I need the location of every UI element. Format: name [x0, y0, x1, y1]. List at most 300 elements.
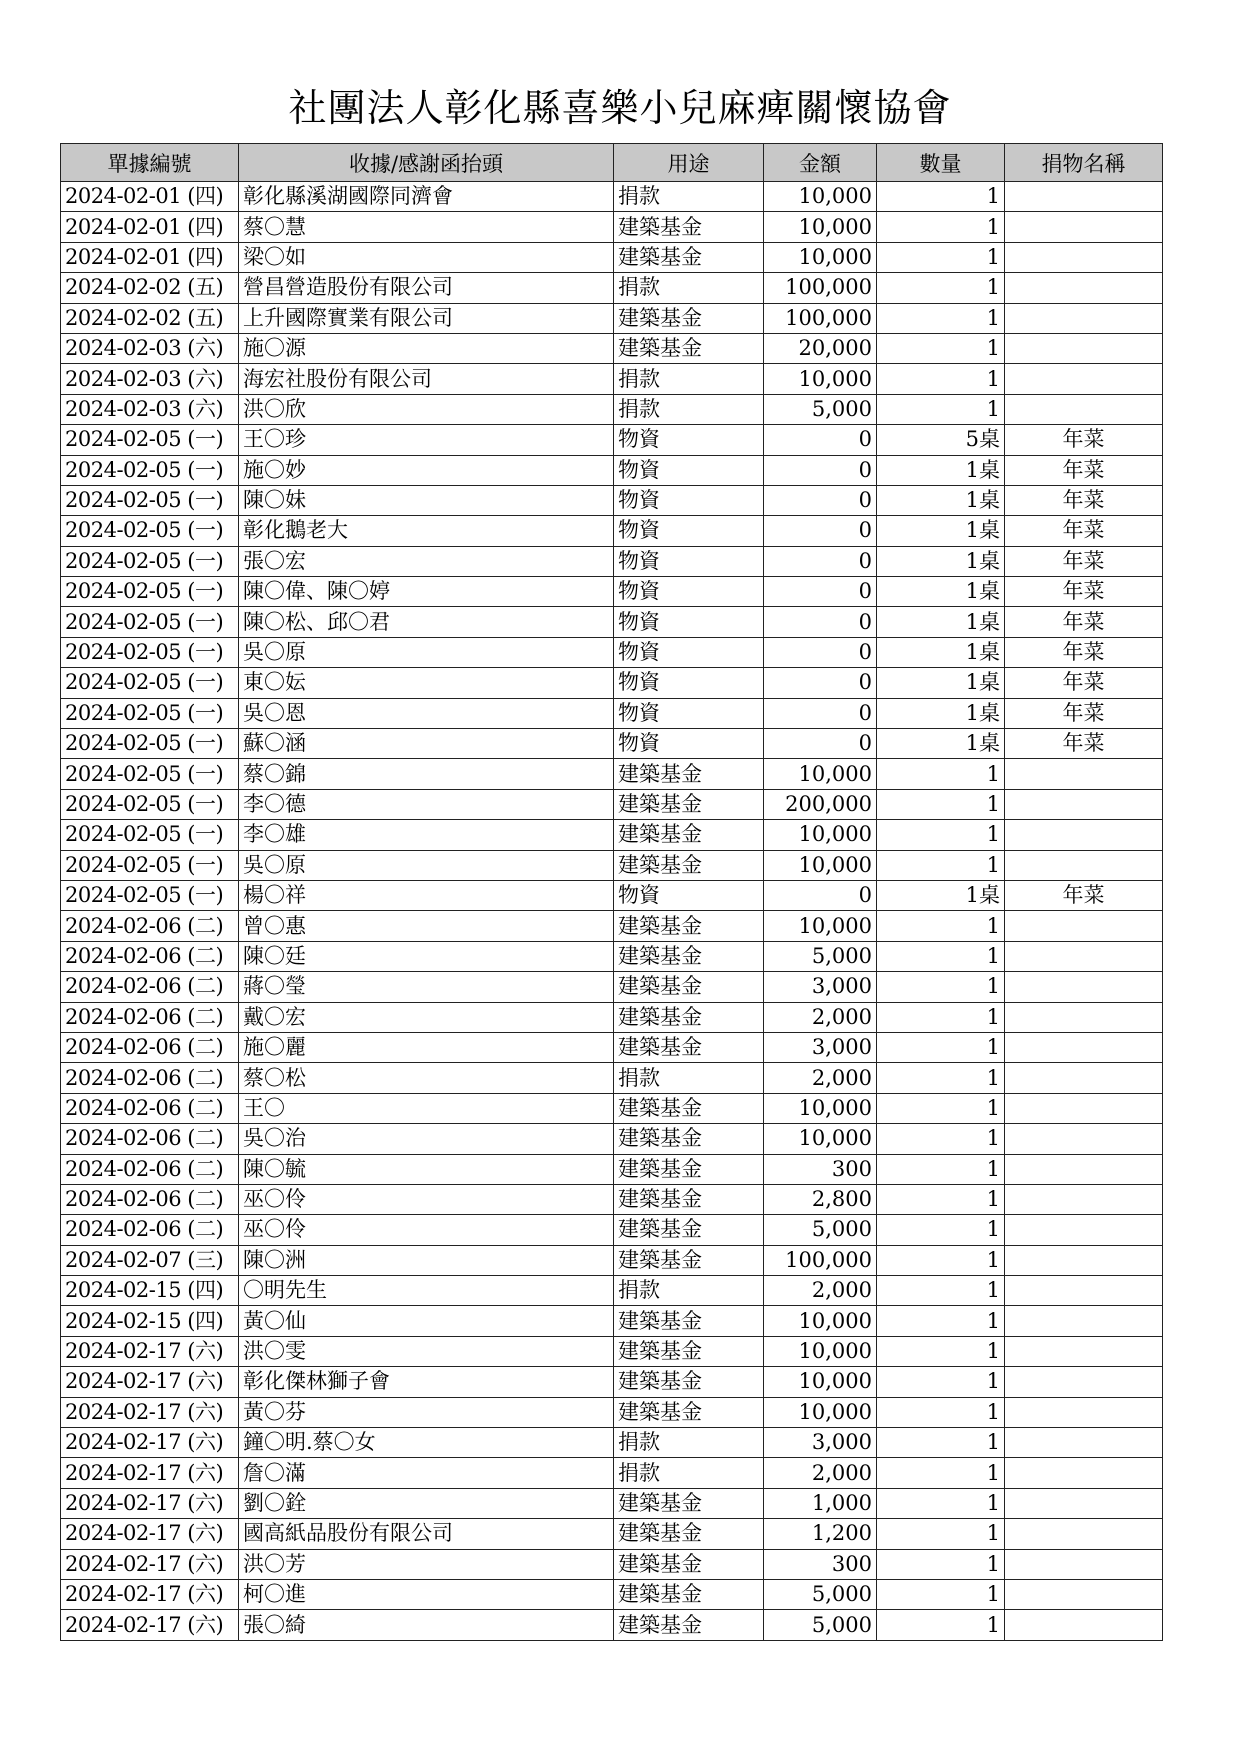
date-cell: 2024-02-06 (二) [61, 911, 239, 941]
name-cell: 海宏社股份有限公司 [239, 364, 614, 394]
item-cell [1005, 1458, 1163, 1488]
item-cell [1005, 1336, 1163, 1366]
table-row [61, 333, 1163, 363]
table-row [61, 1093, 1163, 1123]
qty-cell: 1 [877, 1428, 1005, 1458]
name-cell: 蔡〇錦 [239, 759, 614, 789]
qty-cell: 1桌 [877, 485, 1005, 515]
date-cell: 2024-02-17 (六) [61, 1428, 239, 1458]
table-row [61, 607, 1163, 637]
table-row [61, 1032, 1163, 1062]
item-cell [1005, 394, 1163, 424]
item-cell [1005, 1063, 1163, 1093]
table-row [61, 820, 1163, 850]
qty-cell: 1 [877, 1458, 1005, 1488]
use-cell: 物資 [614, 880, 764, 910]
use-cell: 建築基金 [614, 1093, 764, 1123]
name-cell: 曾〇惠 [239, 911, 614, 941]
date-cell: 2024-02-06 (二) [61, 1063, 239, 1093]
amount-cell: 10,000 [764, 1093, 877, 1123]
qty-cell: 1桌 [877, 729, 1005, 759]
name-cell: 吳〇恩 [239, 698, 614, 728]
amount-cell: 2,800 [764, 1184, 877, 1214]
use-cell: 物資 [614, 729, 764, 759]
date-cell: 2024-02-05 (一) [61, 789, 239, 819]
name-cell: 陳〇毓 [239, 1154, 614, 1184]
table-row [61, 303, 1163, 333]
qty-cell: 1 [877, 911, 1005, 941]
header-amount: 金額 [764, 144, 877, 182]
name-cell: 張〇綺 [239, 1610, 614, 1640]
date-cell: 2024-02-06 (二) [61, 1002, 239, 1032]
item-cell [1005, 972, 1163, 1002]
qty-cell: 1 [877, 182, 1005, 212]
name-cell: 楊〇祥 [239, 880, 614, 910]
amount-cell: 1,000 [764, 1488, 877, 1518]
qty-cell: 1 [877, 303, 1005, 333]
table-row [61, 637, 1163, 667]
name-cell: 彰化縣溪湖國際同濟會 [239, 182, 614, 212]
date-cell: 2024-02-17 (六) [61, 1336, 239, 1366]
table-header [61, 144, 1163, 182]
table-row [61, 911, 1163, 941]
qty-cell: 1 [877, 1276, 1005, 1306]
amount-cell: 2,000 [764, 1276, 877, 1306]
use-cell: 捐款 [614, 1276, 764, 1306]
date-cell: 2024-02-06 (二) [61, 941, 239, 971]
name-cell: 營昌營造股份有限公司 [239, 273, 614, 303]
date-cell: 2024-02-06 (二) [61, 1154, 239, 1184]
table-row [61, 1397, 1163, 1427]
item-cell: 年菜 [1005, 637, 1163, 667]
table-row [61, 242, 1163, 272]
date-cell: 2024-02-05 (一) [61, 668, 239, 698]
item-cell [1005, 941, 1163, 971]
amount-cell: 0 [764, 516, 877, 546]
date-cell: 2024-02-15 (四) [61, 1306, 239, 1336]
use-cell: 建築基金 [614, 1367, 764, 1397]
table-row [61, 1519, 1163, 1549]
qty-cell: 1 [877, 1245, 1005, 1275]
table-row [61, 1306, 1163, 1336]
name-cell: 吳〇治 [239, 1124, 614, 1154]
amount-cell: 0 [764, 880, 877, 910]
qty-cell: 5桌 [877, 425, 1005, 455]
item-cell [1005, 1245, 1163, 1275]
item-cell: 年菜 [1005, 607, 1163, 637]
amount-cell: 5,000 [764, 1579, 877, 1609]
use-cell: 建築基金 [614, 1124, 764, 1154]
qty-cell: 1 [877, 1336, 1005, 1366]
qty-cell: 1桌 [877, 516, 1005, 546]
name-cell: 鐘〇明.蔡〇女 [239, 1428, 614, 1458]
qty-cell: 1桌 [877, 880, 1005, 910]
date-cell: 2024-02-03 (六) [61, 364, 239, 394]
use-cell: 建築基金 [614, 941, 764, 971]
use-cell: 捐款 [614, 1428, 764, 1458]
use-cell: 物資 [614, 698, 764, 728]
amount-cell: 10,000 [764, 1397, 877, 1427]
item-cell [1005, 273, 1163, 303]
item-cell [1005, 182, 1163, 212]
qty-cell: 1 [877, 1519, 1005, 1549]
amount-cell: 0 [764, 546, 877, 576]
item-cell: 年菜 [1005, 425, 1163, 455]
table-row [61, 273, 1163, 303]
qty-cell: 1 [877, 1093, 1005, 1123]
table-row [61, 759, 1163, 789]
use-cell: 建築基金 [614, 1579, 764, 1609]
item-cell [1005, 1579, 1163, 1609]
page-title: 社團法人彰化縣喜樂小兒麻痺關懷協會 [288, 86, 952, 130]
item-cell [1005, 759, 1163, 789]
header-qty: 數量 [877, 144, 1005, 182]
qty-cell: 1 [877, 273, 1005, 303]
date-cell: 2024-02-03 (六) [61, 394, 239, 424]
name-cell: 陳〇洲 [239, 1245, 614, 1275]
amount-cell: 0 [764, 729, 877, 759]
date-cell: 2024-02-17 (六) [61, 1397, 239, 1427]
qty-cell: 1 [877, 1063, 1005, 1093]
date-cell: 2024-02-05 (一) [61, 546, 239, 576]
table-row [61, 1610, 1163, 1640]
qty-cell: 1 [877, 759, 1005, 789]
name-cell: 陳〇偉、陳〇婷 [239, 577, 614, 607]
header-row [61, 144, 1163, 182]
name-cell: 蘇〇涵 [239, 729, 614, 759]
table-row [61, 1428, 1163, 1458]
qty-cell: 1 [877, 850, 1005, 880]
item-cell: 年菜 [1005, 455, 1163, 485]
item-cell [1005, 1093, 1163, 1123]
date-cell: 2024-02-06 (二) [61, 1093, 239, 1123]
amount-cell: 0 [764, 668, 877, 698]
use-cell: 建築基金 [614, 1215, 764, 1245]
qty-cell: 1 [877, 1032, 1005, 1062]
name-cell: 詹〇滿 [239, 1458, 614, 1488]
item-cell: 年菜 [1005, 485, 1163, 515]
use-cell: 捐款 [614, 1458, 764, 1488]
item-cell [1005, 850, 1163, 880]
use-cell: 建築基金 [614, 1245, 764, 1275]
use-cell: 物資 [614, 607, 764, 637]
use-cell: 捐款 [614, 364, 764, 394]
item-cell [1005, 1367, 1163, 1397]
name-cell: 陳〇廷 [239, 941, 614, 971]
qty-cell: 1 [877, 1610, 1005, 1640]
amount-cell: 5,000 [764, 1610, 877, 1640]
table-row [61, 1276, 1163, 1306]
use-cell: 建築基金 [614, 1306, 764, 1336]
amount-cell: 0 [764, 607, 877, 637]
qty-cell: 1桌 [877, 668, 1005, 698]
use-cell: 建築基金 [614, 1488, 764, 1518]
item-cell: 年菜 [1005, 698, 1163, 728]
table-row [61, 364, 1163, 394]
table-body [61, 182, 1163, 1641]
use-cell: 建築基金 [614, 1610, 764, 1640]
amount-cell: 5,000 [764, 394, 877, 424]
amount-cell: 100,000 [764, 303, 877, 333]
qty-cell: 1 [877, 364, 1005, 394]
use-cell: 物資 [614, 577, 764, 607]
amount-cell: 2,000 [764, 1063, 877, 1093]
use-cell: 物資 [614, 425, 764, 455]
qty-cell: 1 [877, 394, 1005, 424]
amount-cell: 0 [764, 425, 877, 455]
date-cell: 2024-02-17 (六) [61, 1610, 239, 1640]
date-cell: 2024-02-05 (一) [61, 820, 239, 850]
name-cell: 蔡〇慧 [239, 212, 614, 242]
item-cell [1005, 1154, 1163, 1184]
use-cell: 建築基金 [614, 1397, 764, 1427]
date-cell: 2024-02-17 (六) [61, 1367, 239, 1397]
name-cell: 施〇源 [239, 333, 614, 363]
amount-cell: 10,000 [764, 820, 877, 850]
amount-cell: 0 [764, 637, 877, 667]
qty-cell: 1 [877, 1488, 1005, 1518]
item-cell [1005, 1397, 1163, 1427]
name-cell: 施〇麗 [239, 1032, 614, 1062]
amount-cell: 100,000 [764, 1245, 877, 1275]
item-cell [1005, 1610, 1163, 1640]
date-cell: 2024-02-17 (六) [61, 1488, 239, 1518]
amount-cell: 10,000 [764, 1336, 877, 1366]
table-row [61, 668, 1163, 698]
amount-cell: 10,000 [764, 364, 877, 394]
amount-cell: 2,000 [764, 1458, 877, 1488]
amount-cell: 10,000 [764, 1124, 877, 1154]
amount-cell: 300 [764, 1549, 877, 1579]
date-cell: 2024-02-05 (一) [61, 637, 239, 667]
header-use: 用途 [614, 144, 764, 182]
table-row [61, 880, 1163, 910]
amount-cell: 5,000 [764, 1215, 877, 1245]
date-cell: 2024-02-05 (一) [61, 485, 239, 515]
name-cell: 彰化鵝老大 [239, 516, 614, 546]
use-cell: 捐款 [614, 1063, 764, 1093]
table-row [61, 789, 1163, 819]
use-cell: 物資 [614, 668, 764, 698]
name-cell: 柯〇進 [239, 1579, 614, 1609]
name-cell: 巫〇伶 [239, 1184, 614, 1214]
qty-cell: 1 [877, 972, 1005, 1002]
use-cell: 物資 [614, 637, 764, 667]
date-cell: 2024-02-06 (二) [61, 1124, 239, 1154]
use-cell: 物資 [614, 485, 764, 515]
qty-cell: 1 [877, 333, 1005, 363]
qty-cell: 1桌 [877, 577, 1005, 607]
qty-cell: 1桌 [877, 455, 1005, 485]
name-cell: 巫〇伶 [239, 1215, 614, 1245]
table-row [61, 941, 1163, 971]
item-cell [1005, 1184, 1163, 1214]
date-cell: 2024-02-05 (一) [61, 455, 239, 485]
date-cell: 2024-02-01 (四) [61, 212, 239, 242]
item-cell: 年菜 [1005, 880, 1163, 910]
date-cell: 2024-02-15 (四) [61, 1276, 239, 1306]
item-cell [1005, 1032, 1163, 1062]
use-cell: 建築基金 [614, 759, 764, 789]
name-cell: 戴〇宏 [239, 1002, 614, 1032]
date-cell: 2024-02-05 (一) [61, 698, 239, 728]
item-cell [1005, 333, 1163, 363]
amount-cell: 10,000 [764, 1306, 877, 1336]
use-cell: 建築基金 [614, 1002, 764, 1032]
date-cell: 2024-02-06 (二) [61, 1032, 239, 1062]
use-cell: 建築基金 [614, 850, 764, 880]
name-cell: 李〇雄 [239, 820, 614, 850]
name-cell: 張〇宏 [239, 546, 614, 576]
item-cell [1005, 1276, 1163, 1306]
name-cell: 彰化傑林獅子會 [239, 1367, 614, 1397]
item-cell [1005, 1002, 1163, 1032]
date-cell: 2024-02-17 (六) [61, 1549, 239, 1579]
use-cell: 建築基金 [614, 972, 764, 1002]
qty-cell: 1 [877, 242, 1005, 272]
table-row [61, 972, 1163, 1002]
amount-cell: 300 [764, 1154, 877, 1184]
table-row [61, 1124, 1163, 1154]
name-cell: 陳〇松、邱〇君 [239, 607, 614, 637]
amount-cell: 100,000 [764, 273, 877, 303]
name-cell: 蔣〇瑩 [239, 972, 614, 1002]
amount-cell: 20,000 [764, 333, 877, 363]
table-row [61, 1336, 1163, 1366]
table-row [61, 425, 1163, 455]
qty-cell: 1 [877, 1549, 1005, 1579]
table-row [61, 1367, 1163, 1397]
item-cell: 年菜 [1005, 546, 1163, 576]
item-cell [1005, 242, 1163, 272]
header-item: 捐物名稱 [1005, 144, 1163, 182]
use-cell: 捐款 [614, 394, 764, 424]
table-row [61, 577, 1163, 607]
qty-cell: 1桌 [877, 637, 1005, 667]
qty-cell: 1 [877, 1397, 1005, 1427]
table-row [61, 1245, 1163, 1275]
amount-cell: 3,000 [764, 1428, 877, 1458]
date-cell: 2024-02-05 (一) [61, 850, 239, 880]
use-cell: 建築基金 [614, 911, 764, 941]
name-cell: 洪〇欣 [239, 394, 614, 424]
name-cell: 洪〇芳 [239, 1549, 614, 1579]
date-cell: 2024-02-05 (一) [61, 880, 239, 910]
name-cell: 施〇妙 [239, 455, 614, 485]
qty-cell: 1 [877, 789, 1005, 819]
use-cell: 物資 [614, 516, 764, 546]
date-cell: 2024-02-05 (一) [61, 759, 239, 789]
qty-cell: 1 [877, 1124, 1005, 1154]
name-cell: 王〇 [239, 1093, 614, 1123]
table-row [61, 729, 1163, 759]
table-row [61, 1488, 1163, 1518]
qty-cell: 1 [877, 941, 1005, 971]
date-cell: 2024-02-05 (一) [61, 516, 239, 546]
table-row [61, 455, 1163, 485]
use-cell: 建築基金 [614, 242, 764, 272]
use-cell: 建築基金 [614, 1549, 764, 1579]
name-cell: 黃〇芬 [239, 1397, 614, 1427]
use-cell: 建築基金 [614, 1519, 764, 1549]
qty-cell: 1 [877, 212, 1005, 242]
use-cell: 物資 [614, 455, 764, 485]
use-cell: 建築基金 [614, 1336, 764, 1366]
qty-cell: 1桌 [877, 607, 1005, 637]
item-cell [1005, 1428, 1163, 1458]
amount-cell: 0 [764, 577, 877, 607]
amount-cell: 200,000 [764, 789, 877, 819]
table-row [61, 1215, 1163, 1245]
amount-cell: 3,000 [764, 1032, 877, 1062]
date-cell: 2024-02-07 (三) [61, 1245, 239, 1275]
use-cell: 建築基金 [614, 820, 764, 850]
header-name: 收據/感謝函抬頭 [239, 144, 614, 182]
date-cell: 2024-02-01 (四) [61, 242, 239, 272]
table-row [61, 212, 1163, 242]
item-cell [1005, 911, 1163, 941]
name-cell: 吳〇原 [239, 850, 614, 880]
table-row [61, 1154, 1163, 1184]
amount-cell: 0 [764, 698, 877, 728]
name-cell: 李〇德 [239, 789, 614, 819]
name-cell: 東〇妘 [239, 668, 614, 698]
table-row [61, 182, 1163, 212]
date-cell: 2024-02-06 (二) [61, 1184, 239, 1214]
use-cell: 物資 [614, 546, 764, 576]
amount-cell: 10,000 [764, 759, 877, 789]
date-cell: 2024-02-17 (六) [61, 1458, 239, 1488]
table-row [61, 516, 1163, 546]
table-row [61, 485, 1163, 515]
item-cell: 年菜 [1005, 729, 1163, 759]
date-cell: 2024-02-17 (六) [61, 1579, 239, 1609]
item-cell [1005, 212, 1163, 242]
date-cell: 2024-02-03 (六) [61, 333, 239, 363]
use-cell: 建築基金 [614, 1154, 764, 1184]
item-cell [1005, 1306, 1163, 1336]
table-row [61, 698, 1163, 728]
name-cell: 洪〇雯 [239, 1336, 614, 1366]
name-cell: 黃〇仙 [239, 1306, 614, 1336]
qty-cell: 1 [877, 1306, 1005, 1336]
date-cell: 2024-02-05 (一) [61, 729, 239, 759]
qty-cell: 1 [877, 820, 1005, 850]
date-cell: 2024-02-05 (一) [61, 577, 239, 607]
qty-cell: 1 [877, 1154, 1005, 1184]
amount-cell: 10,000 [764, 242, 877, 272]
name-cell: 蔡〇松 [239, 1063, 614, 1093]
date-cell: 2024-02-17 (六) [61, 1519, 239, 1549]
use-cell: 建築基金 [614, 303, 764, 333]
date-cell: 2024-02-02 (五) [61, 303, 239, 333]
date-cell: 2024-02-05 (一) [61, 607, 239, 637]
amount-cell: 10,000 [764, 911, 877, 941]
qty-cell: 1 [877, 1002, 1005, 1032]
qty-cell: 1 [877, 1579, 1005, 1609]
table-row [61, 1184, 1163, 1214]
use-cell: 建築基金 [614, 789, 764, 819]
date-cell: 2024-02-02 (五) [61, 273, 239, 303]
qty-cell: 1 [877, 1215, 1005, 1245]
name-cell: 國高紙品股份有限公司 [239, 1519, 614, 1549]
use-cell: 建築基金 [614, 212, 764, 242]
name-cell: 上升國際實業有限公司 [239, 303, 614, 333]
name-cell: 梁〇如 [239, 242, 614, 272]
date-cell: 2024-02-05 (一) [61, 425, 239, 455]
item-cell [1005, 789, 1163, 819]
item-cell [1005, 1519, 1163, 1549]
